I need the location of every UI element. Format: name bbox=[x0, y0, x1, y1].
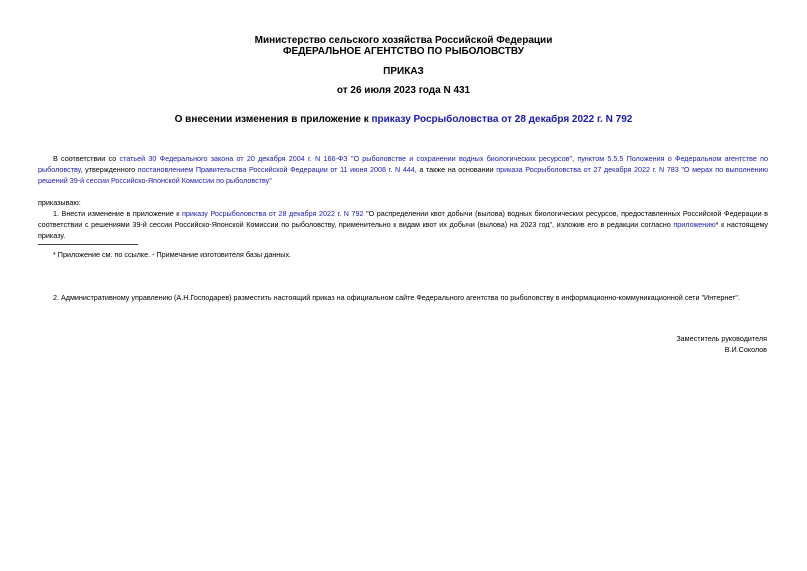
preamble-text-2: , bbox=[572, 154, 578, 163]
preamble-text-4: , а также на основании bbox=[414, 165, 497, 174]
agency-order-link[interactable]: приказа Росрыболовства от 27 декабря 2022 г. N 783 "О мерах по выполнению решений 39-й сессии Российско-Японской Комиссии по рыболовству" bbox=[38, 165, 768, 185]
subject-link[interactable]: приказу Росрыболовства от 28 декабря 2022 г. N 792 bbox=[371, 114, 633, 125]
doc-date-number: от 26 июля 2023 года N 431 bbox=[336, 85, 471, 96]
order-792-link[interactable]: приказу Росрыболовства от 28 декабря 2022 г. N 792 bbox=[181, 209, 364, 218]
doc-subject bbox=[0, 114, 807, 126]
regulation-clause-link[interactable]: пунктом 5.5.5 Положения о Федеральном агентстве по рыболовству bbox=[38, 154, 768, 174]
ministry-title: Министерство сельского хозяйства Российской Федерации bbox=[254, 35, 553, 46]
law-article-link[interactable]: статьей 30 Федерального закона от 20 декабря 2004 г. N 166-ФЗ "О рыболовстве и сохранении водных биологических ресурсов" bbox=[119, 154, 573, 163]
footnote: * Приложение см. по ссылке. - Примечание изготовителя базы данных. bbox=[53, 250, 292, 259]
item-1-text-1: 1. Внести изменение в приложение к bbox=[53, 209, 182, 218]
subject-text: О внесении изменения в приложение к bbox=[174, 114, 372, 125]
order-word: приказываю: bbox=[38, 198, 81, 207]
preamble-paragraph bbox=[38, 153, 768, 186]
preamble-text-1: В соответствии со bbox=[53, 154, 120, 163]
item-1-paragraph bbox=[38, 208, 768, 241]
signature-name: В.И.Соколов bbox=[724, 345, 767, 354]
footnote-divider bbox=[38, 244, 138, 245]
doc-type: ПРИКАЗ bbox=[383, 66, 424, 77]
agency-title: ФЕДЕРАЛЬНОЕ АГЕНТСТВО ПО РЫБОЛОВСТВУ bbox=[283, 46, 524, 57]
appendix-link[interactable]: приложению bbox=[673, 220, 716, 229]
item-1-text-2: "О распределении квот добычи (вылова) водных биологических ресурсов, предоставленных Российской Федерации в соответствии с решениями 39-й сессии Российско-Японской Комиссии по рыболовству, применительно к видам квот их добычи (вылова) на 2023 год", изложив его в редакции согласно bbox=[38, 209, 768, 229]
preamble-text-3: , утвержденного bbox=[80, 165, 138, 174]
item-2-paragraph: 2. Административному управлению (А.Н.Господарев) разместить настоящий приказ на официальном сайте Федерального агентства по рыболовству в информационно-коммуникационной сети "Интернет". bbox=[53, 293, 740, 302]
item-1-text-3: * к настоящему приказу. bbox=[38, 220, 768, 240]
signature-position: Заместитель руководителя bbox=[676, 334, 767, 343]
government-decree-link[interactable]: постановлением Правительства Российской Федерации от 11 июня 2008 г. N 444 bbox=[137, 165, 415, 174]
